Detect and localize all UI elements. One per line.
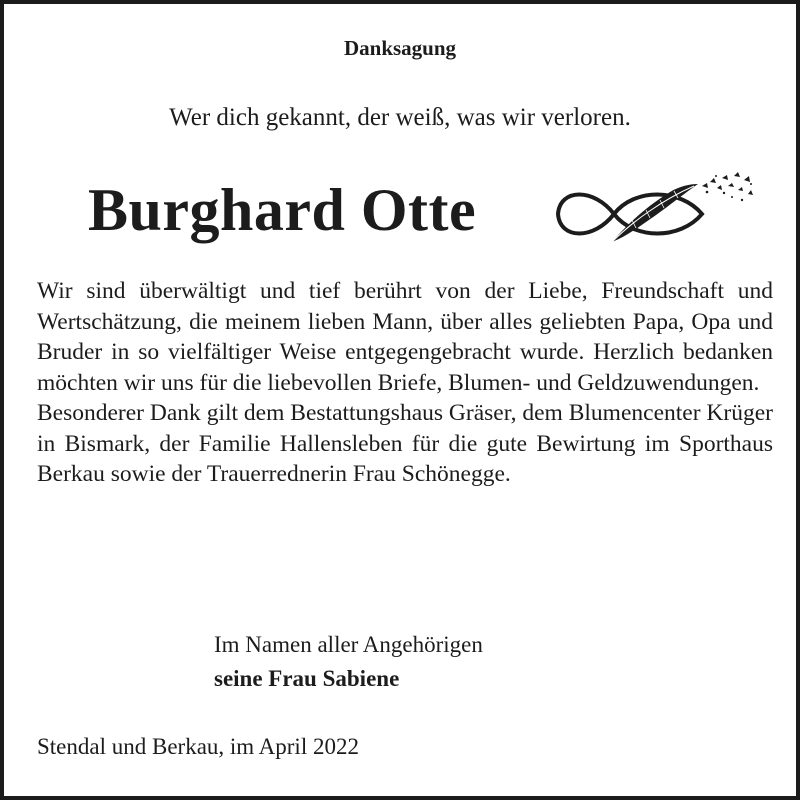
notice-heading: Danksagung — [343, 36, 457, 60]
special-thanks-paragraph: Besonderer Dank gilt dem Bestattungshaus Gräser, dem Blumencenter Krüger in Bismark, der Familie Hallensleben für die gute Bewirtung im Sporthaus Berkau sowie der Trauerrednerin Frau Schönegge. — [37, 400, 773, 487]
signature-line: Im Namen aller Angehörigen — [214, 632, 483, 657]
signatory-name: seine Frau Sabiene — [214, 666, 400, 691]
place-date: Stendal und Berkau, im April 2022 — [37, 734, 359, 759]
thanks-paragraph: Wir sind überwältigt und tief berührt von der Liebe, Freundschaft und Wertschätzung, die meinem lieben Mann, über alles geliebten Papa, Opa und Bruder in so vielfältiger Weise entgegengebracht wurde. Herzlich bedanken möchten wir uns für die liebevollen Briefe, Blumen- und Geldzuwendungen. — [37, 278, 773, 396]
infinity-feather-icon — [552, 170, 756, 256]
deceased-name: Burghard Otte — [88, 177, 477, 243]
signature-block — [214, 628, 483, 696]
notice-motto: Wer dich gekannt, der weiß, was wir verloren. — [169, 104, 631, 131]
notice-body — [37, 276, 773, 490]
